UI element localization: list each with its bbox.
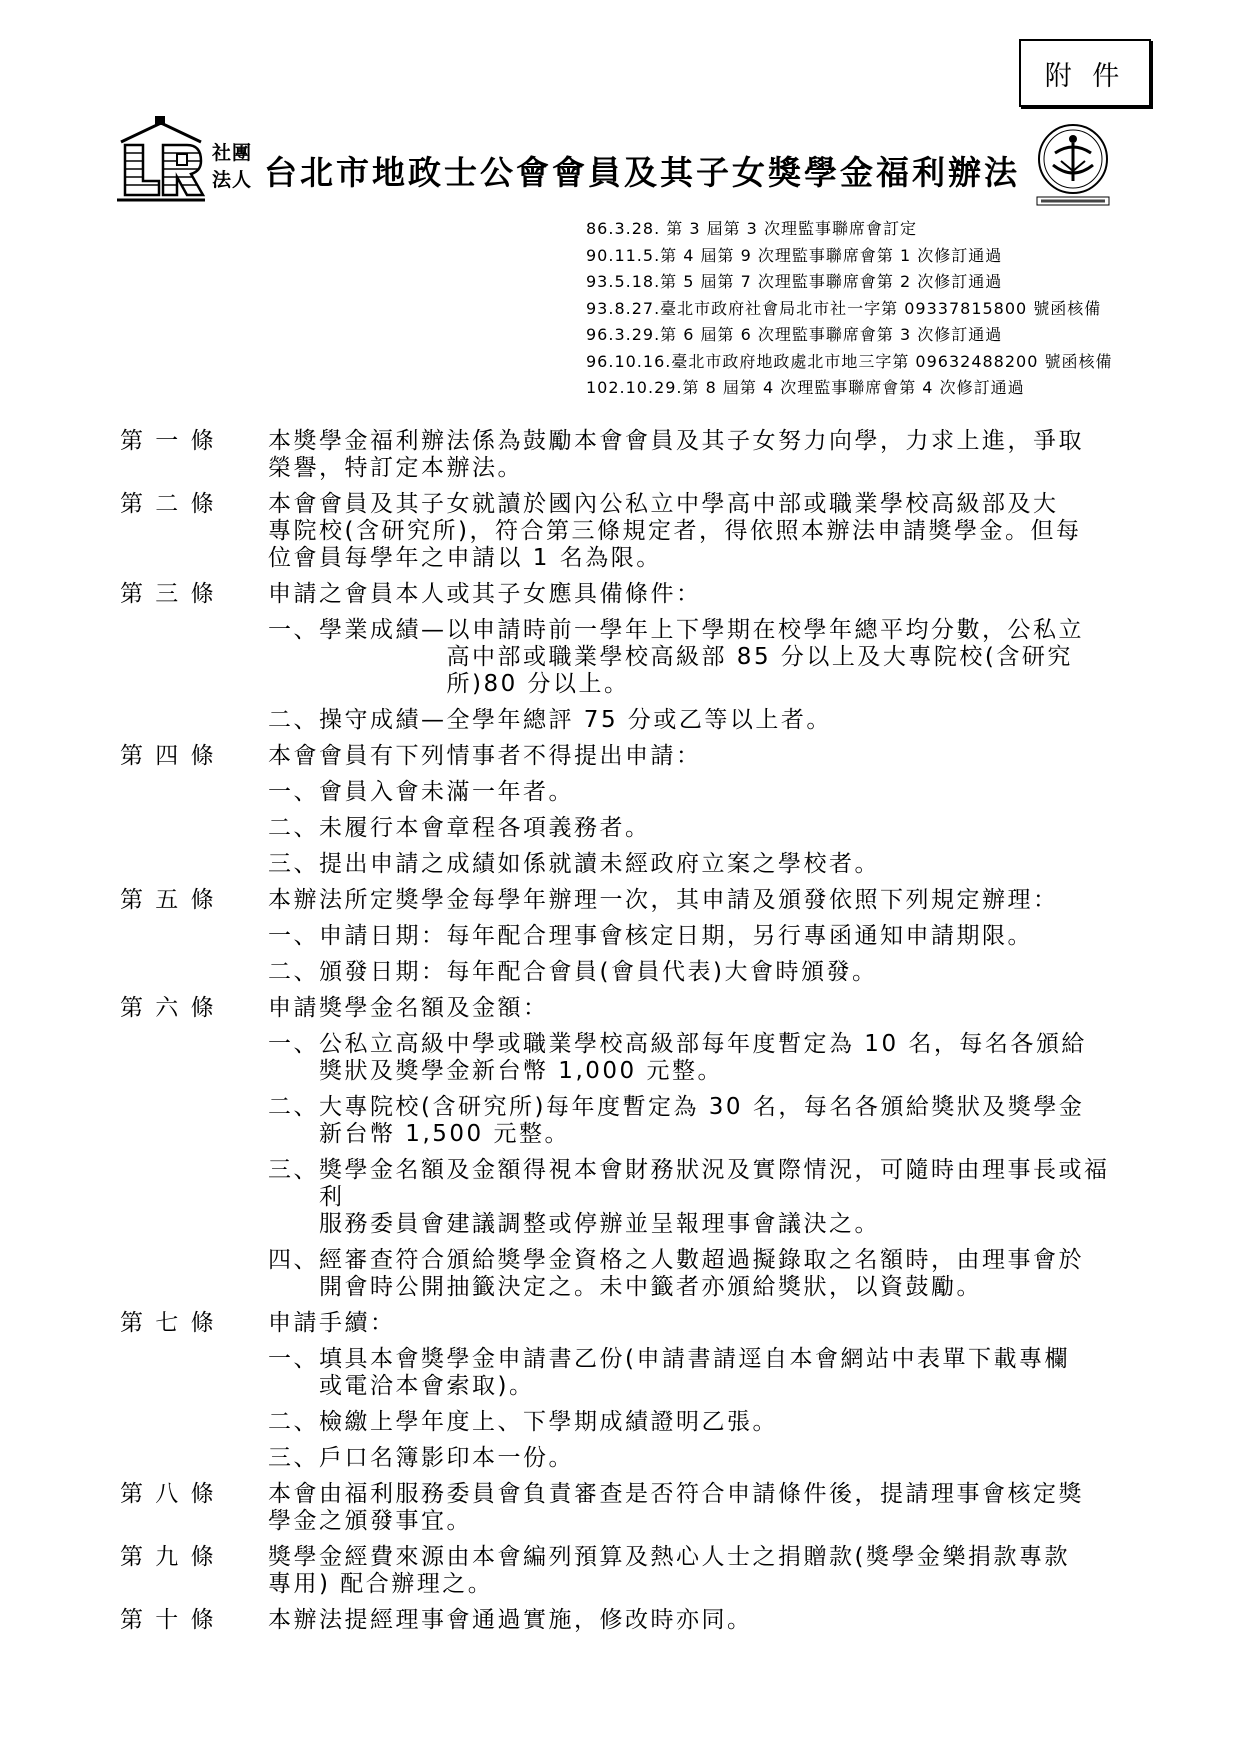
article-line: 本會會員及其子女就讀於國內公私立中學高中部或職業學校高級部及大: [268, 491, 1059, 517]
item-lead: 學業成績—: [319, 617, 447, 643]
article-body: [268, 1310, 1123, 1472]
article-body: [268, 491, 1123, 572]
history-line: 93.8.27.臺北市政府社會局北市社一字第 09337815800 號函核備: [586, 298, 1102, 318]
article-8: [120, 1481, 1123, 1535]
article-item: [268, 1445, 1123, 1472]
article-line: 本會會員有下列情事者不得提出申請：: [268, 743, 702, 769]
article-item: [268, 1094, 1123, 1148]
article-body: [268, 743, 1123, 878]
item-body: [447, 707, 1124, 734]
article-label: 第 一 條: [120, 428, 217, 454]
item-marker: 三、: [268, 1445, 319, 1471]
article-body: [268, 1481, 1123, 1535]
article-item: [268, 779, 1123, 806]
item-marker: 一、: [268, 923, 319, 949]
item-marker: 一、: [268, 779, 319, 805]
item-body: [319, 1346, 1123, 1400]
item-body: [319, 923, 1123, 950]
item-marker: 一、: [268, 1031, 319, 1057]
articles: [120, 428, 1123, 1634]
article-label: 第 二 條: [120, 491, 217, 517]
item-line: 頒發日期：每年配合會員(會員代表)大會時頒發。: [319, 959, 878, 985]
item-line: 申請日期：每年配合理事會核定日期，另行專函通知申請期限。: [319, 923, 1033, 949]
article-6: [120, 995, 1123, 1301]
attachment-label-box: [1019, 39, 1151, 107]
item-lead: 操守成績—: [319, 707, 447, 733]
article-2: [120, 491, 1123, 572]
item-body: [319, 959, 1123, 986]
item-line: 所)80 分以上。: [446, 671, 630, 697]
association-seal: [1033, 121, 1113, 207]
article-line: 位會員每學年之申請以 1 名為限。: [268, 545, 662, 571]
article-line: 專用) 配合辦理之。: [268, 1571, 494, 1597]
article-body: [268, 1544, 1123, 1598]
article-item: [268, 923, 1123, 950]
item-line: 全學年總評 75 分或乙等以上者。: [446, 707, 832, 733]
org-type-top: 社團: [212, 142, 253, 164]
article-body: [268, 428, 1123, 482]
item-marker: 二、: [268, 959, 319, 985]
item-marker: 一、: [268, 617, 319, 643]
item-marker: 三、: [268, 1157, 319, 1183]
association-logo-graphic: [115, 115, 207, 205]
article-line: 本辦法所定獎學金每學年辦理一次，其申請及頒發依照下列規定辦理：: [268, 887, 1059, 913]
item-line: 會員入會未滿一年者。: [319, 779, 574, 805]
item-line: 經審查符合頒給獎學金資格之人數超過擬錄取之名額時，由理事會於: [319, 1247, 1084, 1273]
history-line: 86.3.28. 第 3 屆第 3 次理監事聯席會訂定: [586, 219, 917, 238]
item-line: 開會時公開抽籤決定之。未中籤者亦頒給獎狀，以資鼓勵。: [319, 1274, 982, 1300]
item-body: [319, 1409, 1123, 1436]
article-line: 申請手續：: [268, 1310, 396, 1336]
article-10: [120, 1607, 1123, 1634]
article-9: [120, 1544, 1123, 1598]
item-line: 提出申請之成績如係就讀未經政府立案之學校者。: [319, 851, 880, 877]
history-line: 93.5.18.第 5 屆第 7 次理監事聯席會第 2 次修訂通過: [586, 272, 1003, 291]
item-marker: 一、: [268, 1346, 319, 1372]
article-item: [268, 959, 1123, 986]
article-4: [120, 743, 1123, 878]
item-body: [319, 851, 1123, 878]
article-label: 第 三 條: [120, 581, 217, 607]
history-line: 96.10.16.臺北市政府地政處北市地三字第 09632488200 號函核備: [586, 351, 1113, 371]
article-line: 專院校(含研究所)，符合第三條規定者，得依照本辦法申請獎學金。但每: [268, 518, 1082, 544]
item-body: [319, 1445, 1123, 1472]
item-line: 公私立高級中學或職業學校高級部每年度暫定為 10 名，每名各頒給: [319, 1031, 1087, 1057]
article-7: [120, 1310, 1123, 1472]
item-line: 戶口名簿影印本一份。: [319, 1445, 574, 1471]
article-3: [120, 581, 1123, 734]
article-item: [268, 815, 1123, 842]
item-marker: 三、: [268, 851, 319, 877]
article-5: [120, 887, 1123, 986]
item-line: 未履行本會章程各項義務者。: [319, 815, 651, 841]
item-marker: 二、: [268, 815, 319, 841]
item-line: 新台幣 1,500 元整。: [319, 1121, 570, 1147]
item-body: [319, 815, 1123, 842]
amendment-history: [586, 216, 1113, 402]
item-body: [319, 1031, 1123, 1085]
item-line: 獎狀及獎學金新台幣 1,000 元整。: [319, 1058, 723, 1084]
item-line: 高中部或職業學校高級部 85 分以上及大專院校(含研究: [446, 644, 1073, 670]
item-line: 大專院校(含研究所)每年度暫定為 30 名，每名各頒給獎狀及獎學金: [319, 1094, 1085, 1120]
article-item: [268, 1409, 1123, 1436]
article-item: [268, 1157, 1123, 1238]
article-line: 榮譽，特訂定本辦法。: [268, 455, 523, 481]
article-label: 第 十 條: [120, 1607, 217, 1633]
article-1: [120, 428, 1123, 482]
article-line: 本獎學金福利辦法係為鼓勵本會會員及其子女努力向學，力求上進，爭取: [268, 428, 1084, 454]
item-line: 服務委員會建議調整或停辦並呈報理事會議決之。: [319, 1211, 880, 1237]
org-type-label: [212, 140, 252, 194]
item-line: 填具本會獎學金申請書乙份(申請書請逕自本會網站中表單下載專欄: [319, 1346, 1070, 1372]
article-body: [268, 995, 1123, 1301]
article-line: 本辦法提經理事會通過實施，修改時亦同。: [268, 1607, 753, 1633]
document-title: 台北市地政士公會會員及其子女獎學金福利辦法: [264, 153, 1020, 192]
article-label: 第 五 條: [120, 887, 217, 913]
item-marker: 二、: [268, 1409, 319, 1435]
article-label: 第 七 條: [120, 1310, 217, 1336]
item-line: 以申請時前一學年上下學期在校學年總平均分數，公私立: [446, 617, 1084, 643]
item-body: [319, 1157, 1123, 1238]
history-line: 90.11.5.第 4 屆第 9 次理監事聯席會第 1 次修訂通過: [586, 245, 1003, 265]
association-logo: [115, 115, 207, 205]
item-body: [319, 1247, 1123, 1301]
article-body: [268, 887, 1123, 986]
article-label: 第 八 條: [120, 1481, 217, 1507]
item-line: 獎學金名額及金額得視本會財務狀況及實際情況，可隨時由理事長或福利: [319, 1157, 1110, 1210]
item-body: [447, 617, 1124, 698]
history-line: 102.10.29.第 8 屆第 4 次理監事聯席會第 4 次修訂通過: [586, 378, 1025, 397]
article-item: [268, 1346, 1123, 1400]
org-type-bottom: 法人: [212, 169, 253, 191]
article-line: 獎學金經費來源由本會編列預算及熱心人士之捐贈款(獎學金樂捐款專款: [268, 1544, 1070, 1570]
article-item: [268, 617, 1123, 698]
item-marker: 二、: [268, 707, 319, 733]
item-marker: 二、: [268, 1094, 319, 1120]
article-label: 第 六 條: [120, 995, 217, 1021]
history-line: 96.3.29.第 6 屆第 6 次理監事聯席會第 3 次修訂通過: [586, 325, 1003, 344]
article-line: 本會由福利服務委員會負責審查是否符合申請條件後，提請理事會核定獎: [268, 1481, 1084, 1507]
article-label: 第 四 條: [120, 743, 217, 769]
article-item: [268, 851, 1123, 878]
item-line: 檢繳上學年度上、下學期成績證明乙張。: [319, 1409, 778, 1435]
attachment-label: 附 件: [1044, 60, 1126, 92]
article-label: 第 九 條: [120, 1544, 217, 1570]
article-line: 申請之會員本人或其子女應具備條件：: [268, 581, 702, 607]
item-body: [319, 1094, 1123, 1148]
article-item: [268, 1031, 1123, 1085]
article-item: [268, 1247, 1123, 1301]
item-marker: 四、: [268, 1247, 319, 1273]
article-line: 申請獎學金名額及金額：: [268, 995, 549, 1021]
item-body: [319, 779, 1123, 806]
article-body: [268, 1607, 1123, 1634]
item-line: 或電洽本會索取)。: [319, 1373, 535, 1399]
article-item: [268, 707, 1123, 734]
article-body: [268, 581, 1123, 734]
article-line: 學金之頒發事宜。: [268, 1508, 472, 1534]
association-seal-graphic: [1033, 121, 1113, 207]
